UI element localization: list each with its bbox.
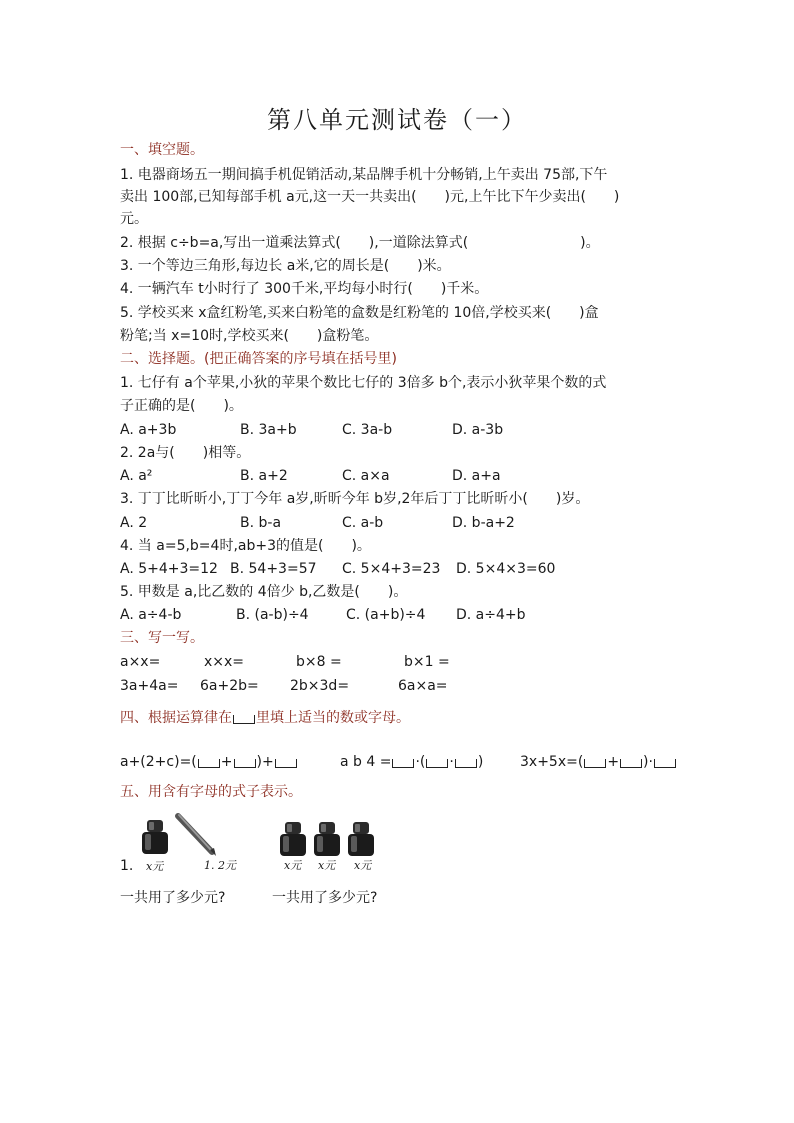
expr-text: · [449, 754, 454, 770]
option-b: B. 54+3=57 [230, 561, 317, 577]
s2-q5-options [120, 605, 680, 625]
blank-box[interactable] [392, 759, 414, 768]
expr-cell: a×x= [120, 654, 161, 670]
blank-box[interactable] [654, 759, 676, 768]
expr-cell: 6a+2b= [200, 678, 259, 694]
expr-cell: 3a+4a= [120, 678, 179, 694]
expr-cell: 2b×3d= [290, 678, 350, 694]
heading-suffix: 里填上适当的数或字母。 [256, 710, 410, 726]
ink-price-label: x元 [318, 859, 336, 872]
section-4-heading [120, 708, 410, 728]
option-a: A. 2 [120, 515, 148, 531]
option-a: A. 5+4+3=12 [120, 561, 218, 577]
expr-cell: 6a×a= [398, 678, 448, 694]
option-a: A. a+3b [120, 422, 177, 438]
blank-box[interactable] [198, 759, 220, 768]
option-b: B. 3a+b [240, 422, 297, 438]
s2-q1-options [120, 420, 680, 440]
ink-price-label: x元 [354, 859, 372, 872]
pen-price-label: 1. 2元 [204, 859, 236, 872]
expr-text: ·( [415, 754, 426, 770]
ink-bottle-icon [346, 820, 376, 858]
option-d: D. a+a [452, 468, 501, 484]
option-d: D. a-3b [452, 422, 504, 438]
option-b: B. (a-b)÷4 [236, 607, 309, 623]
blank-box[interactable] [275, 759, 297, 768]
expr-cell: b×8 = [296, 654, 342, 670]
s2-q2: 2. 2a与( )相等。 [120, 445, 251, 461]
s1-q3: 3. 一个等边三角形,每边长 a米,它的周长是( )米。 [120, 258, 451, 274]
section-2-heading: 二、选择题。(把正确答案的序号填在括号里) [120, 351, 397, 367]
s1-q1-line-c: 元。 [120, 211, 148, 227]
ink-bottle-icon [312, 820, 342, 858]
s4-expr-2 [340, 752, 483, 772]
heading-prefix: 四、根据运算律在 [120, 710, 232, 726]
expr-text: ) [477, 754, 484, 770]
option-b: B. b-a [240, 515, 282, 531]
s2-q2-options [120, 466, 680, 486]
s2-q1-line-b: 子正确的是( )。 [120, 398, 243, 414]
s2-q4-options [120, 559, 680, 579]
s1-q5-line-b: 粉笔;当 x=10时,学校买来( )盒粉笔。 [120, 328, 379, 344]
s2-q3: 3. 丁丁比昕昕小,丁丁今年 a岁,昕昕今年 b岁,2年后丁丁比昕昕小( )岁。 [120, 491, 590, 507]
option-c: C. (a+b)÷4 [346, 607, 426, 623]
option-a: A. a÷4-b [120, 607, 182, 623]
blank-box[interactable] [584, 759, 606, 768]
expr-text: 3x+5x=( [520, 754, 584, 770]
ink-bottle-icon [140, 818, 170, 856]
s3-row-1 [120, 652, 520, 672]
expr-text: )· [643, 754, 653, 770]
section-3-heading: 三、写一写。 [120, 630, 204, 646]
option-c: C. 3a-b [342, 422, 393, 438]
s3-row-2 [120, 676, 520, 696]
option-d: D. 5×4×3=60 [456, 561, 556, 577]
page-title: 第八单元测试卷（一） [267, 106, 527, 134]
pen-icon [174, 812, 218, 858]
blank-box[interactable] [426, 759, 448, 768]
s5-question-2: 一共用了多少元? [272, 890, 378, 906]
s5-question-1: 一共用了多少元? [120, 890, 226, 906]
section-1-heading: 一、填空题。 [120, 142, 204, 158]
expr-text: a b 4 = [340, 754, 392, 770]
s2-q4: 4. 当 a=5,b=4时,ab+3的值是( )。 [120, 538, 371, 554]
option-a: A. a² [120, 468, 153, 484]
blank-box[interactable] [455, 759, 477, 768]
s5-q1-number: 1. [120, 858, 134, 874]
expr-text: + [607, 754, 620, 770]
option-c: C. 5×4+3=23 [342, 561, 441, 577]
option-c: C. a-b [342, 515, 384, 531]
expr-text: a+(2+c)=( [120, 754, 197, 770]
s1-q5-line-a: 5. 学校买来 x盒红粉笔,买来白粉笔的盒数是红粉笔的 10倍,学校买来( )盒 [120, 305, 599, 321]
s4-expr-3 [520, 752, 677, 772]
s2-q5: 5. 甲数是 a,比乙数的 4倍少 b,乙数是( )。 [120, 584, 408, 600]
option-c: C. a×a [342, 468, 390, 484]
expr-text: + [220, 754, 233, 770]
ink-bottle-icon [278, 820, 308, 858]
s1-q1-line-a: 1. 电器商场五一期间搞手机促销活动,某品牌手机十分畅销,上午卖出 75部,下午 [120, 167, 608, 183]
s4-expr-1 [120, 752, 298, 772]
option-b: B. a+2 [240, 468, 288, 484]
section-5-heading: 五、用含有字母的式子表示。 [120, 784, 302, 800]
expr-cell: b×1 = [404, 654, 450, 670]
ink-price-label: x元 [146, 860, 164, 873]
option-d: D. b-a+2 [452, 515, 515, 531]
s2-q3-options [120, 513, 680, 533]
blank-box-sample [233, 715, 255, 724]
blank-box[interactable] [620, 759, 642, 768]
ink-price-label: x元 [284, 859, 302, 872]
option-d: D. a÷4+b [456, 607, 526, 623]
expr-cell: x×x= [204, 654, 245, 670]
s1-q2: 2. 根据 c÷b=a,写出一道乘法算式( ),一道除法算式( )。 [120, 235, 600, 251]
blank-box[interactable] [234, 759, 256, 768]
s1-q4: 4. 一辆汽车 t小时行了 300千米,平均每小时行( )千米。 [120, 281, 489, 297]
s2-q1-line-a: 1. 七仔有 a个苹果,小狄的苹果个数比七仔的 3倍多 b个,表示小狄苹果个数的式 [120, 375, 607, 391]
expr-text: )+ [256, 754, 274, 770]
s1-q1-line-b: 卖出 100部,已知每部手机 a元,这一天一共卖出( )元,上午比下午少卖出( ) [120, 189, 620, 205]
